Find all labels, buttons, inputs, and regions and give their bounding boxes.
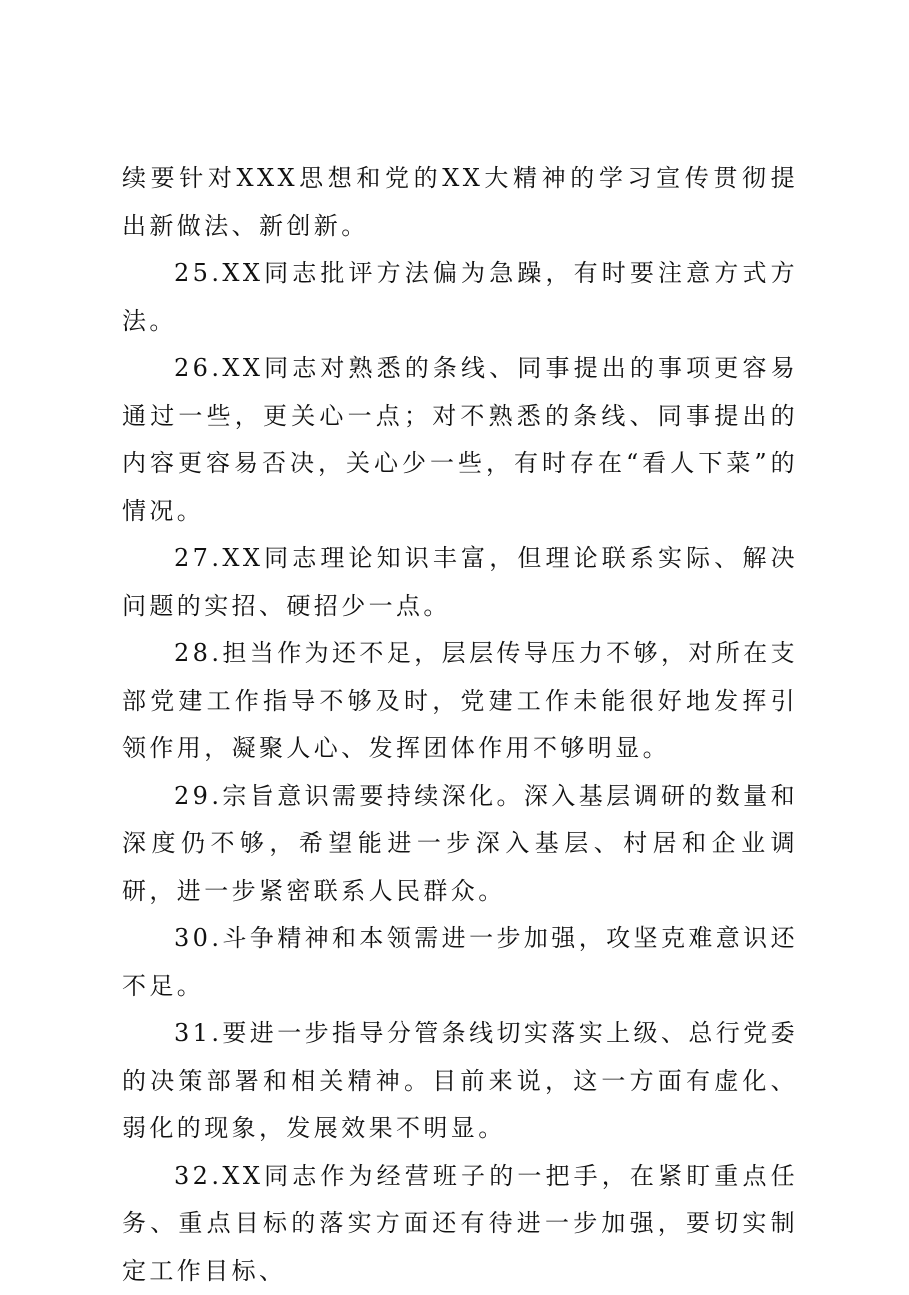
paragraph-item-32: 32.XX同志作为经营班子的一把手，在紧盯重点任务、重点目标的落实方面还有待进一步加强，要切实制定工作目标、 (122, 1153, 798, 1295)
paragraph-item-31: 31.要进一步指导分管条线切实落实上级、总行党委的决策部署和相关精神。目前来说，这一方面有虚化、弱化的现象，发展效果不明显。 (122, 1010, 798, 1153)
paragraph-item-28: 28.担当作为还不足，层层传导压力不够，对所在支部党建工作指导不够及时，党建工作未能很好地发挥引领作用，凝聚人心、发挥团体作用不够明显。 (122, 630, 798, 773)
paragraph-item-26: 26.XX同志对熟悉的条线、同事提出的事项更容易通过一些，更关心一点；对不熟悉的条线、同事提出的内容更容易否决，关心少一些，有时存在“看人下菜”的情况。 (122, 345, 798, 535)
paragraph-continuation: 续要针对XXX思想和党的XX大精神的学习宣传贯彻提出新做法、新创新。 (122, 155, 798, 250)
paragraph-item-29: 29.宗旨意识需要持续深化。深入基层调研的数量和深度仍不够，希望能进一步深入基层、村居和企业调研，进一步紧密联系人民群众。 (122, 773, 798, 916)
paragraph-item-25: 25.XX同志批评方法偏为急躁，有时要注意方式方法。 (122, 250, 798, 345)
document-body (122, 155, 798, 1295)
paragraph-item-30: 30.斗争精神和本领需进一步加强，攻坚克难意识还不足。 (122, 915, 798, 1010)
paragraph-item-27: 27.XX同志理论知识丰富，但理论联系实际、解决问题的实招、硬招少一点。 (122, 535, 798, 630)
